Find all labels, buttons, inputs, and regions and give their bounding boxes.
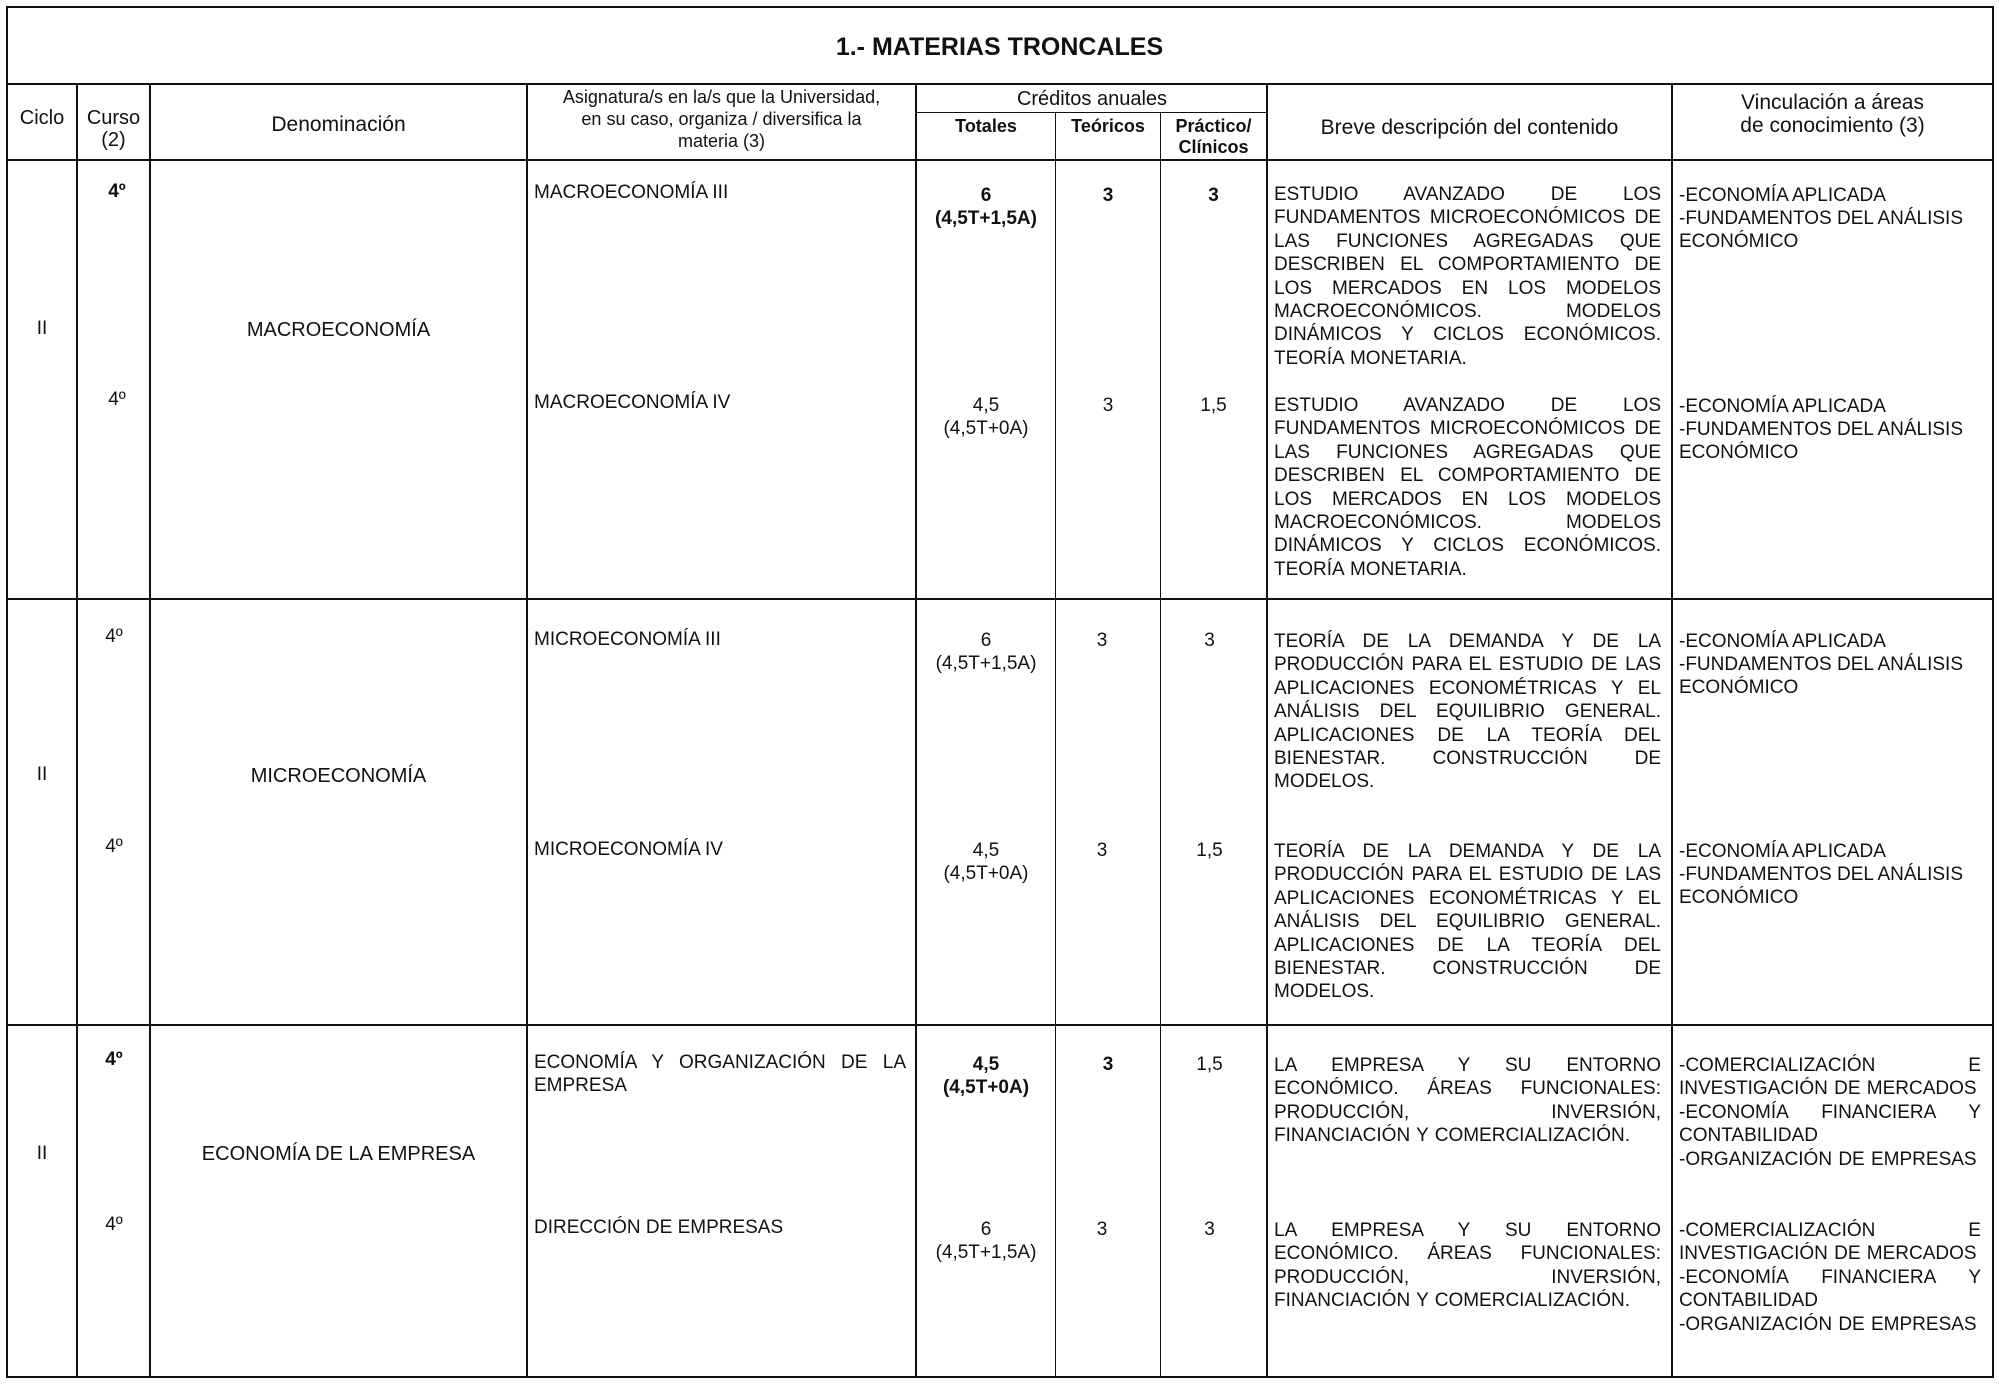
header-descripcion: Breve descripción del contenido: [1320, 116, 1619, 139]
ciclo-cell: II: [36, 318, 48, 339]
col-rule-vinculacion: [1671, 83, 1673, 1378]
header-vinculacion-line1: Vinculación a áreas: [1741, 91, 1924, 114]
descripcion-cell: LA EMPRESA Y SU ENTORNO ECONÓMICO. ÁREAS FUNCIONALES: PRODUCCIÓN, INVERSIÓN, FINANCIACIÓN Y COMERCIALIZACIÓN.: [1274, 1055, 1661, 1147]
header-ciclo: Ciclo: [19, 107, 65, 129]
area-line: -FUNDAMENTOS DEL ANÁLISIS: [1679, 208, 1964, 229]
area-line: -ORGANIZACIÓN DE EMPRESAS: [1679, 1149, 1977, 1170]
area-line: -ORGANIZACIÓN DE EMPRESAS: [1679, 1314, 1977, 1335]
denominacion-cell: MACROECONOMÍA: [246, 319, 431, 341]
header-asignatura-line2: en su caso, organiza / diversifica la: [581, 109, 862, 129]
ciclo-cell: II: [36, 1143, 48, 1164]
denominacion-cell: MICROECONOMÍA: [250, 765, 427, 787]
frame-left: [6, 6, 8, 1378]
col-rule-asignatura: [526, 83, 528, 1378]
practicos-cell: 1,5: [1200, 395, 1227, 416]
header-vinculacion-line2: de conocimiento (3): [1740, 114, 1925, 137]
descripcion-cell: ESTUDIO AVANZADO DE LOS FUNDAMENTOS MICROECONÓMICOS DE LAS FUNCIONES AGREGADAS QUE DESCRIBEN EL COMPORTAMIENTO DE LOS MERCADOS EN LOS MODELOS MACROECONÓMICOS. MODELOS DINÁMICOS Y CICLOS ECONÓMICOS. TEORÍA MONETARIA.: [1274, 184, 1661, 369]
desglose-cell: (4,5T+1,5A): [935, 653, 1037, 674]
teoricos-cell: 3: [1102, 185, 1114, 206]
totales-cell: 4,5: [972, 840, 1000, 861]
asignatura-cell: MICROECONOMÍA III: [534, 629, 721, 650]
header-curso: Curso: [86, 107, 141, 129]
col-rule-denominacion: [149, 83, 151, 1378]
header-practicos-line1: Práctico/: [1175, 116, 1252, 136]
header-curso-note: (2): [101, 129, 126, 151]
area-line: -ECONOMÍA APLICADA: [1679, 841, 1886, 862]
curso-cell: 4º: [105, 626, 123, 647]
curso-cell: 4º: [105, 1049, 123, 1070]
col-rule-totales: [915, 83, 917, 1378]
curso-cell: 4º: [105, 1214, 123, 1235]
teoricos-cell: 3: [1102, 1054, 1114, 1075]
area-line: ECONÓMICO: [1679, 677, 1799, 698]
descripcion-cell: TEORÍA DE LA DEMANDA Y DE LA PRODUCCIÓN PARA EL ESTUDIO DE LAS APLICACIONES ECONOMÉTRICAS Y EL ANÁLISIS DEL EQUILIBRIO GENERAL. APLICACIONES DE LA TEORÍA DEL BIENESTAR. CONSTRUCCIÓN DE MODELOS.: [1274, 631, 1661, 793]
asignatura-cell: MACROECONOMÍA III: [534, 182, 729, 203]
area-line: ECONÓMICO: [1679, 442, 1799, 463]
asignatura-cell: MICROECONOMÍA IV: [534, 839, 723, 860]
practicos-cell: 3: [1208, 185, 1219, 206]
col-rule-teoricos: [1055, 112, 1056, 1378]
area-line: -COMERCIALIZACIÓN E INVESTIGACIÓN DE MERCADOS: [1679, 1220, 1981, 1265]
totales-cell: 4,5: [972, 395, 1000, 416]
header-totales: Totales: [955, 116, 1017, 136]
area-line: -COMERCIALIZACIÓN E INVESTIGACIÓN DE MERCADOS: [1679, 1055, 1981, 1100]
frame-right: [1992, 6, 1994, 1378]
area-line: -ECONOMÍA APLICADA: [1679, 396, 1886, 417]
totales-cell: 6: [980, 185, 992, 206]
denominacion-cell: ECONOMÍA DE LA EMPRESA: [201, 1143, 476, 1165]
asignatura-cell: ECONOMÍA Y ORGANIZACIÓN DE LA EMPRESA: [534, 1052, 906, 1097]
header-practicos-line2: Clínicos: [1178, 137, 1249, 157]
teoricos-cell: 3: [1096, 840, 1108, 861]
ciclo-cell: II: [36, 764, 48, 785]
col-rule-curso: [76, 83, 78, 1378]
col-rule-practicos: [1160, 112, 1161, 1378]
curso-cell: 4º: [105, 836, 123, 857]
area-line: ECONÓMICO: [1679, 887, 1799, 908]
curso-cell: 4º: [108, 389, 126, 410]
area-line: ECONÓMICO: [1679, 231, 1799, 252]
practicos-cell: 3: [1204, 1219, 1215, 1240]
practicos-cell: 1,5: [1196, 1054, 1223, 1075]
frame-top: [6, 6, 1994, 8]
descripcion-cell: ESTUDIO AVANZADO DE LOS FUNDAMENTOS MICROECONÓMICOS DE LAS FUNCIONES AGREGADAS QUE DESCRIBEN EL COMPORTAMIENTO DE LOS MERCADOS EN LOS MODELOS MACROECONÓMICOS. MODELOS DINÁMICOS Y CICLOS ECONÓMICOS. TEORÍA MONETARIA.: [1274, 395, 1661, 580]
header-creditos: Créditos anuales: [1016, 88, 1168, 110]
desglose-cell: (4,5T+0A): [942, 1077, 1030, 1098]
asignatura-cell: MACROECONOMÍA IV: [534, 392, 731, 413]
header-denominacion: Denominación: [271, 113, 406, 136]
area-line: -FUNDAMENTOS DEL ANÁLISIS: [1679, 654, 1964, 675]
curso-cell: 4º: [108, 181, 126, 202]
desglose-cell: (4,5T+1,5A): [935, 1242, 1037, 1263]
area-line: -ECONOMÍA APLICADA: [1679, 631, 1886, 652]
area-line: -ECONOMÍA FINANCIERA Y CONTABILIDAD: [1679, 1267, 1981, 1312]
desglose-cell: (4,5T+0A): [943, 863, 1029, 884]
header-teoricos: Teóricos: [1071, 116, 1145, 136]
practicos-cell: 3: [1204, 630, 1215, 651]
totales-cell: 6: [980, 1219, 992, 1240]
teoricos-cell: 3: [1102, 395, 1114, 416]
header-asignatura-line3: materia (3): [677, 131, 766, 151]
teoricos-cell: 3: [1096, 1219, 1108, 1240]
header-rule: [6, 159, 1994, 161]
totales-cell: 6: [980, 630, 992, 651]
area-line: -ECONOMÍA APLICADA: [1679, 185, 1886, 206]
teoricos-cell: 3: [1096, 630, 1108, 651]
frame-bottom: [6, 1376, 1994, 1378]
area-line: -ECONOMÍA FINANCIERA Y CONTABILIDAD: [1679, 1102, 1981, 1147]
group-rule-1: [6, 598, 1994, 600]
area-line: -FUNDAMENTOS DEL ANÁLISIS: [1679, 864, 1964, 885]
asignatura-cell: DIRECCIÓN DE EMPRESAS: [534, 1217, 784, 1238]
totales-cell: 4,5: [972, 1054, 1000, 1075]
descripcion-cell: LA EMPRESA Y SU ENTORNO ECONÓMICO. ÁREAS FUNCIONALES: PRODUCCIÓN, INVERSIÓN, FINANCIACIÓN Y COMERCIALIZACIÓN.: [1274, 1220, 1661, 1312]
group-rule-2: [6, 1024, 1994, 1026]
area-line: -FUNDAMENTOS DEL ANÁLISIS: [1679, 419, 1964, 440]
page-title: 1.- MATERIAS TRONCALES: [835, 33, 1164, 61]
descripcion-cell: TEORÍA DE LA DEMANDA Y DE LA PRODUCCIÓN PARA EL ESTUDIO DE LAS APLICACIONES ECONOMÉTRICAS Y EL ANÁLISIS DEL EQUILIBRIO GENERAL. APLICACIONES DE LA TEORÍA DEL BIENESTAR. CONSTRUCCIÓN DE MODELOS.: [1274, 841, 1661, 1003]
practicos-cell: 1,5: [1196, 840, 1223, 861]
title-rule: [6, 83, 1994, 85]
header-asignatura-line1: Asignatura/s en la/s que la Universidad,: [562, 87, 881, 107]
desglose-cell: (4,5T+0A): [943, 418, 1029, 439]
col-rule-descripcion: [1266, 83, 1268, 1378]
desglose-cell: (4,5T+1,5A): [935, 208, 1037, 229]
creditos-rule: [915, 112, 1268, 113]
